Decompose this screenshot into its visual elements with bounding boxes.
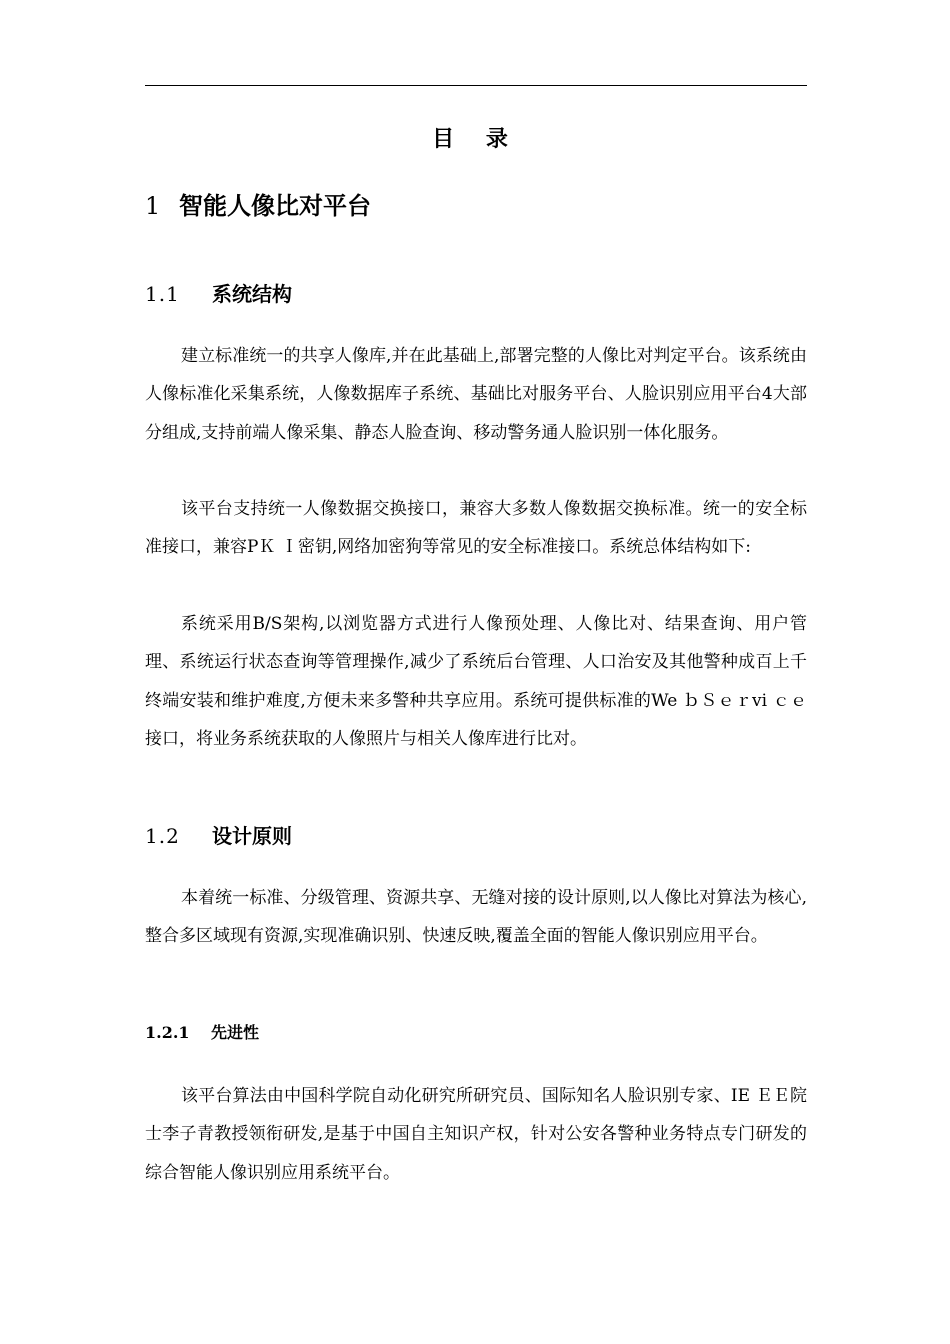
paragraph: 本着统一标准、分级管理、资源共享、无缝对接的设计原则,以人像比对算法为核心,整合多区域现有资源,实现准确识别、快速反映,覆盖全面的智能人像识别应用平台。 [145, 888, 807, 947]
toc-title: 目 录 [432, 126, 520, 152]
chapter-number: 1 [145, 192, 161, 220]
paragraph: 该平台算法由中国科学院自动化研究所研究员、国际知名人脸识别专家、IE ＥＥ院士李子青教授领衔研发,是基于中国自主知识产权，针对公安各警种业务特点专门研发的综合智能人像识别应用系统平台。 [145, 1086, 807, 1183]
subsection-number: 1.2.1 [145, 1023, 190, 1042]
subsection-title: 先进性 [211, 1023, 260, 1042]
subsection-heading-1-2-1 [145, 1022, 259, 1044]
section-heading-1-2 [145, 822, 292, 850]
paragraph: 系统采用B/S架构,以浏览器方式进行人像预处理、人像比对、结果查询、用户管理、系统运行状态查询等管理操作,减少了系统后台管理、人口治安及其他警种成百上千终端安装和维护难度,方便未来多警种共享应用。系统可提供标准的We ｂＳｅｒvi ｃｅ接口，将业务系统获取的人像照片与相关人像库进行比对。 [145, 614, 807, 750]
section-heading-1-1 [145, 280, 292, 308]
section-number: 1.1 [145, 282, 180, 306]
chapter-title: 智能人像比对平台 [179, 191, 371, 220]
paragraph: 该平台支持统一人像数据交换接口，兼容大多数人像数据交换标准。统一的安全标准接口，兼容PＫ Ｉ密钥,网络加密狗等常见的安全标准接口。系统总体结构如下: [145, 499, 807, 558]
section-title: 设计原则 [212, 824, 292, 848]
section-number: 1.2 [145, 824, 180, 848]
chapter-heading [145, 190, 371, 222]
section-title: 系统结构 [212, 282, 292, 306]
header-rule [145, 85, 807, 86]
paragraph: 建立标准统一的共享人像库,并在此基础上,部署完整的人像比对判定平台。该系统由人像标准化采集系统，人像数据库子系统、基础比对服务平台、人脸识别应用平台4大部分组成,支持前端人像采集、静态人脸查询、移动警务通人脸识别一体化服务。 [145, 346, 807, 443]
